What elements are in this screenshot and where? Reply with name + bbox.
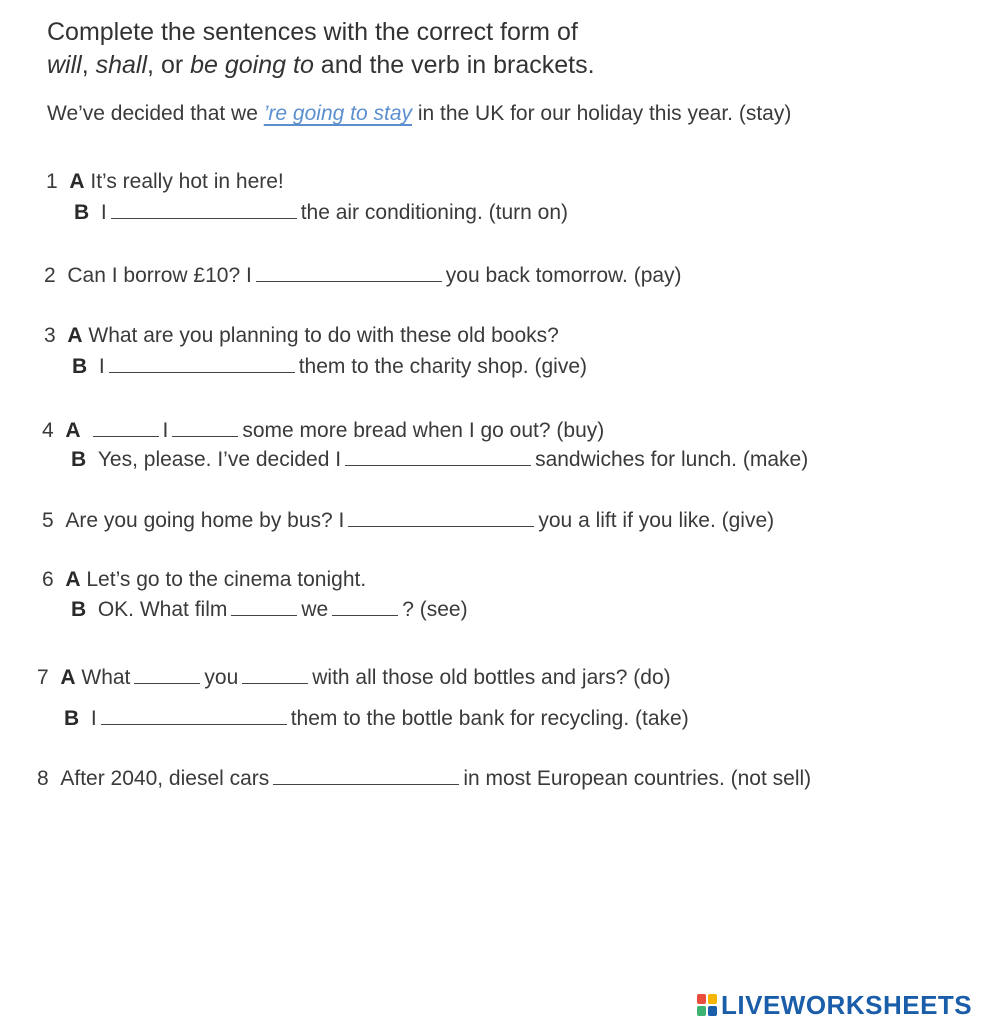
question-7-line-a: 7 A What you with all those old bottles and jars? (do) (37, 666, 671, 689)
question-6-line-a: 6 A Let’s go to the cinema tonight. (42, 568, 367, 591)
answer-blank-6a[interactable] (231, 597, 297, 616)
example-answer: ’re going to stay (263, 102, 413, 125)
answer-blank-4b[interactable] (172, 418, 238, 437)
answer-blank-6b[interactable] (332, 597, 398, 616)
answer-blank-3[interactable] (109, 354, 295, 373)
question-8: 8 After 2040, diesel cars in most European countries. (not sell) (37, 767, 812, 790)
example-sentence: We’ve decided that we ’re going to stay in the UK for our holiday this year. (stay) (47, 102, 792, 125)
liveworksheets-logo[interactable] (697, 990, 972, 1020)
liveworksheets-logo-icon (697, 994, 717, 1016)
instructions-line-2: will, shall, or be going to and the verb in brackets. (47, 51, 595, 79)
question-6-line-b: B OK. What film we ? (see) (71, 598, 468, 621)
question-4-line-a: 4 A I some more bread when I go out? (buy) (42, 419, 605, 442)
answer-blank-7c[interactable] (101, 706, 287, 725)
question-3-line-a: 3 A What are you planning to do with these old books? (44, 324, 559, 347)
answer-blank-4a[interactable] (93, 418, 159, 437)
question-1-line-a: 1 A It’s really hot in here! (46, 170, 284, 193)
answer-blank-5[interactable] (348, 508, 534, 527)
question-4-line-b: B Yes, please. I’ve decided I sandwiches for lunch. (make) (71, 448, 809, 471)
answer-blank-1[interactable] (111, 200, 297, 219)
answer-blank-4c[interactable] (345, 447, 531, 466)
question-5: 5 Are you going home by bus? I you a lift if you like. (give) (42, 509, 775, 532)
instructions-line-1: Complete the sentences with the correct form of (47, 18, 578, 46)
liveworksheets-logo-text: LIVEWORKSHEETS (721, 989, 973, 1020)
answer-blank-8[interactable] (273, 766, 459, 785)
question-7-line-b: B I them to the bottle bank for recycling. (take) (64, 707, 689, 730)
question-3-line-b: B I them to the charity shop. (give) (72, 355, 587, 378)
answer-blank-7a[interactable] (134, 665, 200, 684)
question-2: 2 Can I borrow £10? I you back tomorrow. (pay) (44, 264, 682, 287)
answer-blank-2[interactable] (256, 263, 442, 282)
answer-blank-7b[interactable] (242, 665, 308, 684)
question-1-line-b: B I the air conditioning. (turn on) (74, 201, 569, 224)
